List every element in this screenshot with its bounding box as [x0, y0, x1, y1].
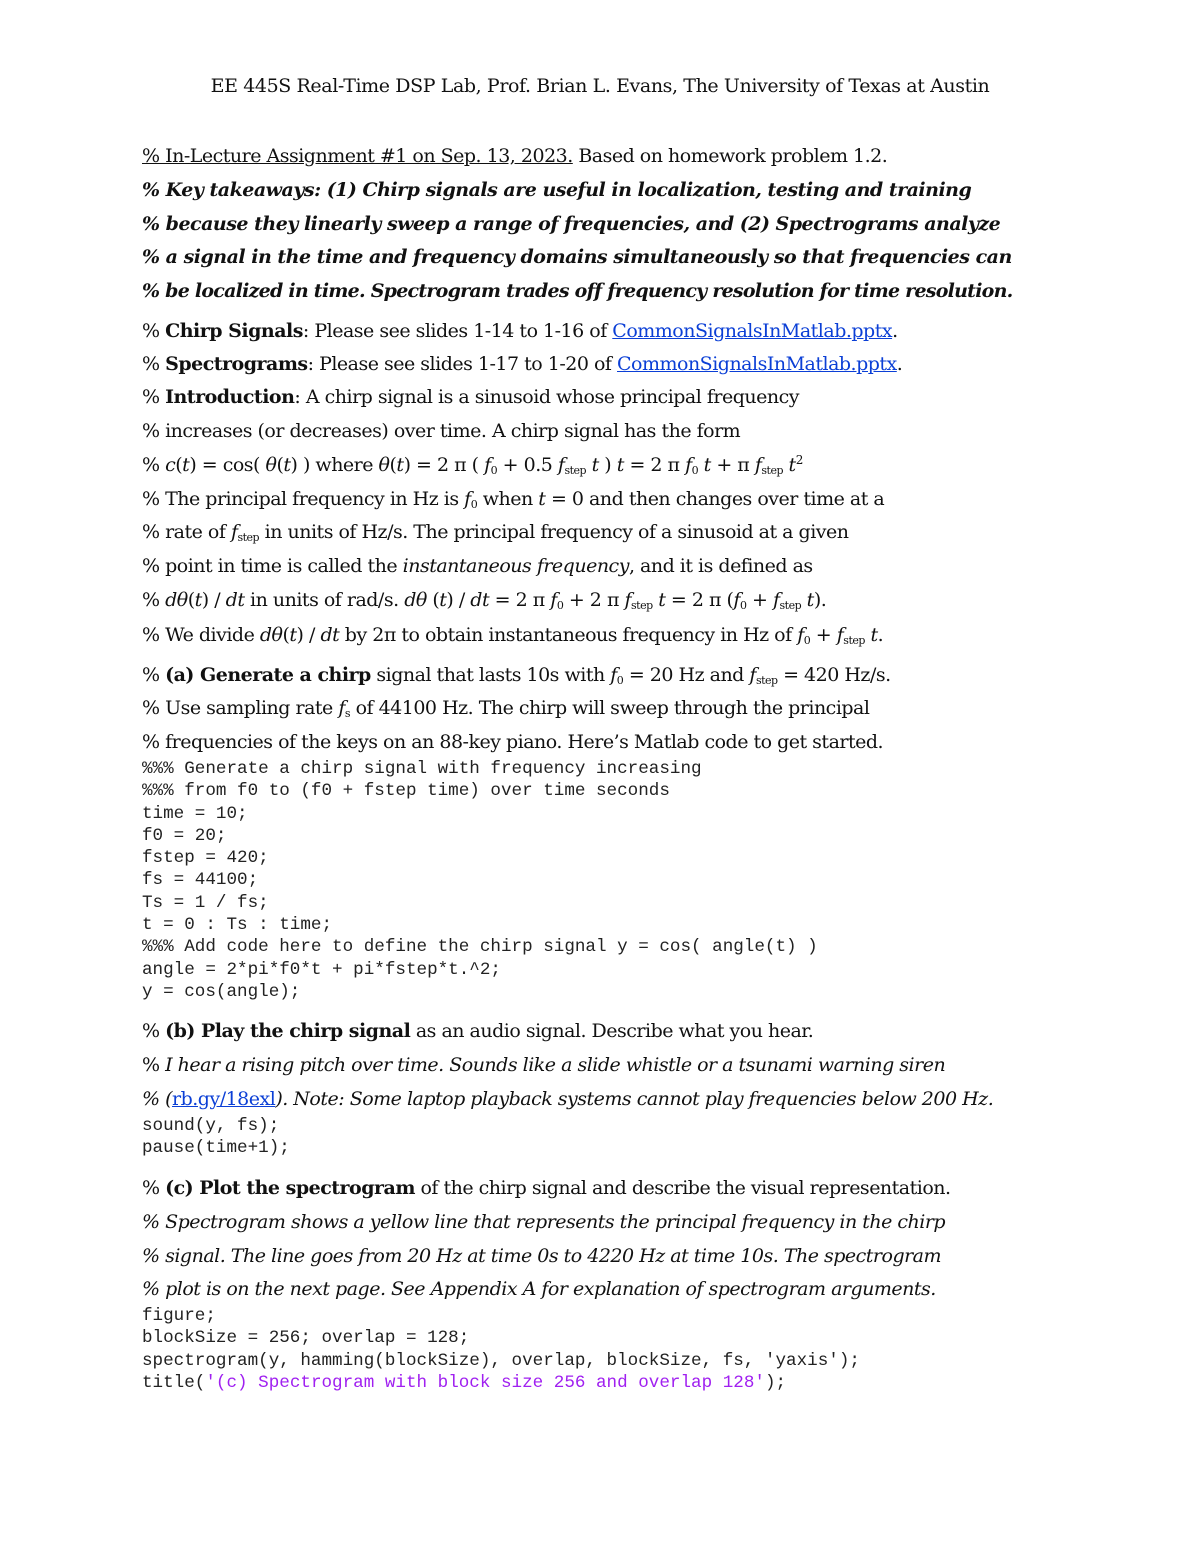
code-line: time = 10; — [142, 803, 248, 824]
code-block-b — [142, 1115, 290, 1160]
part-a-heading: % (a) Generate a chirp signal that lasts 10s with $f_0 = 20$ Hz and $f_{step} = 420$ Hz/s. — [142, 664, 891, 687]
takeaway-line-4: % be localized in time. Spectrogram trades off frequency resolution for time resolution. — [142, 280, 1013, 302]
takeaway-line-1: % Key takeaways: (1) Chirp signals are useful in localization, testing and training — [142, 179, 972, 201]
intro-line-6: % point in time is called the instantaneous frequency, and it is defined as — [142, 555, 813, 577]
takeaway-line-2: % because they linearly sweep a range of frequencies, and (2) Spectrograms analyze — [142, 213, 1001, 235]
part-c-answer-3: % plot is on the next page. See Appendix A for explanation of spectrogram arguments. — [142, 1278, 936, 1300]
code-block-c — [142, 1305, 860, 1394]
chirp-formula: % c(t) = cos( θ(t) ) where θ(t) = 2 π ( $f_0 + 0.5$ $f_{step}$ t ) t = 2 π $f_0$ t + π $f_{step}$ $t^2$ — [142, 453, 803, 477]
code-line: y = cos(angle); — [142, 981, 301, 1002]
code-line: blockSize = 256; overlap = 128; — [142, 1328, 470, 1349]
code-line-title: title('(c) Spectrogram with block size 256 and overlap 128'); — [142, 1372, 787, 1393]
intro-line-7: % dθ(t) / dt in units of rad/s. dθ (t) / dt = 2 π $f_0 + 2$ π $f_{step}$ t = 2 π ($f_0 + f_{step}$ t). — [142, 589, 827, 612]
part-c-heading: % (c) Plot the spectrogram of the chirp signal and describe the visual representation. — [142, 1177, 951, 1199]
intro-line-1: % Introduction: A chirp signal is a sinusoid whose principal frequency — [142, 386, 799, 408]
code-line: spectrogram(y, hamming(blockSize), overlap, blockSize, fs, 'yaxis'); — [142, 1350, 860, 1371]
code-line: angle = 2*pi*f0*t + pi*fstep*t.^2; — [142, 959, 501, 980]
spectrograms-ref: % Spectrograms: Please see slides 1-17 to 1-20 of CommonSignalsInMatlab.pptx. — [142, 353, 903, 375]
takeaway-line-3: % a signal in the time and frequency domains simultaneously so that frequencies can — [142, 246, 1012, 268]
part-c-answer-1: % Spectrogram shows a yellow line that represents the principal frequency in the chirp — [142, 1211, 946, 1233]
intro-line-8: % We divide dθ(t) / dt by 2π to obtain instantaneous frequency in Hz of $f_0 + f_{step}$ t. — [142, 624, 884, 647]
reference-link[interactable]: rb.gy/18exl — [172, 1088, 276, 1110]
part-c-answer-2: % signal. The line goes from 20 Hz at time 0s to 4220 Hz at time 10s. The spectrogram — [142, 1245, 942, 1267]
code-line: f0 = 20; — [142, 825, 227, 846]
intro-line-5: % rate of $f_{step}$ in units of Hz/s. The principal frequency of a sinusoid at a given — [142, 521, 849, 544]
intro-line-4: % The principal frequency in Hz is $f_0$ when t = 0 and then changes over time at a — [142, 488, 885, 511]
slides-link[interactable]: CommonSignalsInMatlab.pptx — [612, 320, 893, 342]
part-b-heading: % (b) Play the chirp signal as an audio signal. Describe what you hear. — [142, 1020, 814, 1042]
part-b-answer-1: % I hear a rising pitch over time. Sounds like a slide whistle or a tsunami warning siren — [142, 1054, 946, 1076]
code-line: sound(y, fs); — [142, 1116, 280, 1136]
code-block-a — [142, 758, 818, 1003]
code-line: fstep = 420; — [142, 848, 269, 869]
intro-line-2: % increases (or decreases) over time. A chirp signal has the form — [142, 420, 741, 442]
code-line: %%% from f0 to (f0 + fstep time) over time seconds — [142, 781, 670, 802]
part-a-line-2: % Use sampling rate $f_s$ of 44100 Hz. The chirp will sweep through the principal — [142, 697, 870, 720]
code-line: t = 0 : Ts : time; — [142, 915, 333, 936]
part-a-line-3: % frequencies of the keys on an 88-key piano. Here’s Matlab code to get started. — [142, 731, 884, 753]
code-line: pause(time+1); — [142, 1138, 290, 1159]
code-line: fs = 44100; — [142, 870, 259, 891]
code-line: %%% Generate a chirp signal with frequency increasing — [142, 759, 702, 779]
slides-link[interactable]: CommonSignalsInMatlab.pptx — [617, 353, 897, 375]
code-line: %%% Add code here to define the chirp signal y = cos( angle(t) ) — [142, 937, 818, 958]
code-line: Ts = 1 / fs; — [142, 892, 269, 913]
page-header: EE 445S Real-Time DSP Lab, Prof. Brian L. Evans, The University of Texas at Austin — [210, 75, 990, 97]
code-line: figure; — [142, 1306, 216, 1326]
assignment-title: % In-Lecture Assignment #1 on Sep. 13, 2023. Based on homework problem 1.2. — [142, 145, 888, 167]
chirp-signals-ref: % Chirp Signals: Please see slides 1-14 to 1-16 of CommonSignalsInMatlab.pptx. — [142, 320, 898, 342]
part-b-answer-2: % (rb.gy/18exl). Note: Some laptop playback systems cannot play frequencies below 200 Hz. — [142, 1088, 994, 1110]
